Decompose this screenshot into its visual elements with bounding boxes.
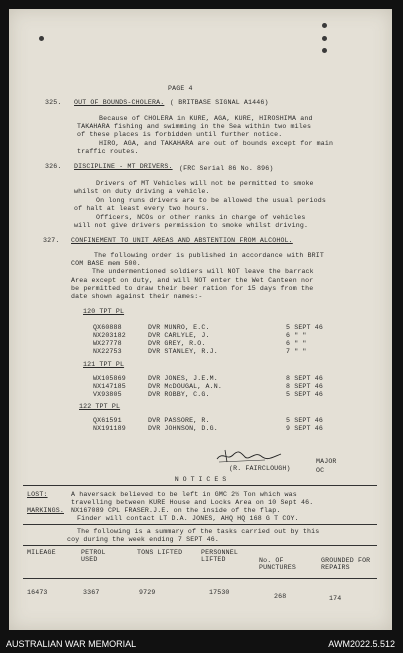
table-header: GROUNDED FOR REPAIRS: [321, 557, 371, 572]
body-line: be permitted to draw their beer ration for 15 days from the: [71, 285, 314, 292]
table-header: PETROL USED: [81, 549, 106, 564]
signatory-title: OC: [316, 467, 325, 474]
item-heading: OUT OF BOUNDS-CHOLERA.: [74, 99, 165, 106]
platoon-heading: 120 TPT PL: [83, 308, 125, 315]
table-cell: 9729: [139, 589, 156, 596]
table-cell: 174: [329, 595, 342, 602]
soldier-date: 5 SEPT 46: [286, 391, 323, 398]
signatory-name: (R. FAIRCLOUGH): [229, 465, 291, 472]
soldier-number: QX61591: [93, 417, 122, 424]
body-line: Drivers of MT Vehicles will not be permitted to smoke: [96, 180, 314, 187]
divider: [23, 545, 377, 546]
soldier-date: 6 " ": [286, 340, 307, 347]
soldier-number: NX147185: [93, 383, 126, 390]
notices-title: N O T I C E S: [174, 476, 227, 483]
body-line: date shown against their names:-: [71, 293, 203, 300]
body-line: will not give drivers permission to smoke whilst driving.: [74, 222, 309, 229]
soldier-number: WX27778: [93, 340, 122, 347]
divider: [23, 524, 377, 525]
platoon-heading: 122 TPT PL: [79, 403, 121, 410]
body-line: HIRO, AGA, and TAKAHARA are out of bounds except for main: [99, 140, 334, 147]
item-number: 325.: [45, 99, 62, 106]
soldier-name: DVR CARLYLE, J.: [148, 332, 210, 339]
notice-line: The following is a summary of the tasks carried out by this: [77, 528, 320, 535]
body-line: On long runs drivers are to be allowed the usual periods: [96, 197, 326, 204]
soldier-name: DVR McDOUGAL, A.N.: [148, 383, 222, 390]
notice-line: A haversack believed to be left in GMC 2½ Ton which was: [71, 491, 297, 498]
body-line: whilst on duty driving a vehicle.: [74, 188, 210, 195]
signatory-rank: MAJOR: [316, 458, 337, 465]
body-line: TAKAHARA fishing and swimming in the Sea within two miles: [77, 123, 312, 130]
notice-line: travelling between KURE House and Locks Area on 10 Sept 46.: [71, 499, 314, 506]
soldier-name: DVR ROBBY, C.G.: [148, 391, 210, 398]
soldier-date: 7 " ": [286, 348, 307, 355]
archive-footer: [0, 634, 403, 653]
soldier-name: DVR GREY, R.O.: [148, 340, 206, 347]
lost-label: LOST:: [27, 491, 48, 498]
notice-line: NX167089 CPL FRASER.J.E. on the inside of the flap.: [71, 507, 281, 514]
soldier-date: 6 " ": [286, 332, 307, 339]
notice-line: Finder will contact LT D.A. JONES, AHQ HQ 168 G T COY.: [77, 515, 299, 522]
soldier-name: DVR MUNRO, E.C.: [148, 324, 210, 331]
handwritten-signature: [215, 447, 283, 465]
divider: [23, 578, 377, 579]
soldier-number: NX22753: [93, 348, 122, 355]
document-page: [9, 9, 392, 630]
punch-hole: [39, 36, 44, 41]
item-number: 326.: [45, 163, 62, 170]
soldier-number: QX60888: [93, 324, 122, 331]
punch-hole: [322, 48, 327, 53]
body-line: of halt at least every two hours.: [74, 205, 210, 212]
soldier-number: WX105869: [93, 375, 126, 382]
divider: [23, 485, 377, 486]
soldier-date: 8 SEPT 46: [286, 383, 323, 390]
item-heading: DISCIPLINE - MT DRIVERS.: [74, 163, 173, 170]
item-number: 327.: [43, 237, 60, 244]
punch-hole: [322, 23, 327, 28]
table-cell: 16473: [27, 589, 48, 596]
archive-reference: AWM2022.5.512: [328, 639, 395, 649]
soldier-date: 9 SEPT 46: [286, 425, 323, 432]
soldier-name: DVR STANLEY, R.J.: [148, 348, 218, 355]
item-heading: CONFINEMENT TO UNIT AREAS AND ABSTENTION FROM ALCOHOL.: [71, 237, 293, 244]
body-line: Because of CHOLERA in KURE, AGA, KURE, HIROSHIMA and: [99, 115, 313, 122]
body-line: of these places is forbidden until further notice.: [77, 131, 283, 138]
soldier-date: 8 SEPT 46: [286, 375, 323, 382]
table-header: PERSONNEL LIFTED: [201, 549, 238, 564]
table-header: No. OF PUNCTURES: [259, 557, 296, 572]
soldier-number: NX203182: [93, 332, 126, 339]
notice-line: coy during the week ending 7 SEPT 46.: [67, 536, 219, 543]
page-title: PAGE 4: [168, 85, 193, 92]
soldier-number: VX93805: [93, 391, 122, 398]
platoon-heading: 121 TPT PL: [83, 361, 125, 368]
soldier-number: NX191189: [93, 425, 126, 432]
body-line: The undermentioned soldiers will NOT leave the barrack: [92, 268, 314, 275]
soldier-date: 5 SEPT 46: [286, 324, 323, 331]
table-header: MILEAGE: [27, 549, 56, 556]
archive-name: AUSTRALIAN WAR MEMORIAL: [6, 639, 137, 649]
soldier-name: DVR JONES, J.E.M.: [148, 375, 218, 382]
soldier-name: DVR JOHNSON, D.G.: [148, 425, 218, 432]
table-cell: 268: [274, 593, 287, 600]
body-line: Officers, NCOs or other ranks in charge of vehicles: [96, 214, 306, 221]
table-cell: 17530: [209, 589, 230, 596]
body-line: The following order is published in accordance with BRIT: [94, 252, 324, 259]
punch-hole: [322, 36, 327, 41]
body-line: Area except on duty, and will NOT enter the Wet Canteen nor: [71, 277, 314, 284]
table-cell: 3367: [83, 589, 100, 596]
body-line: COM BASE mem 500.: [71, 260, 141, 267]
markings-label: MARKINGS.: [27, 507, 64, 514]
body-line: traffic routes.: [77, 148, 139, 155]
soldier-name: DVR PASSORE, R.: [148, 417, 210, 424]
table-header: TONS LIFTED: [137, 549, 183, 556]
item-reference: (FRC Serial 86 No. 896): [179, 165, 274, 172]
soldier-date: 5 SEPT 46: [286, 417, 323, 424]
item-reference: ( BRITBASE SIGNAL A1446): [170, 99, 269, 106]
